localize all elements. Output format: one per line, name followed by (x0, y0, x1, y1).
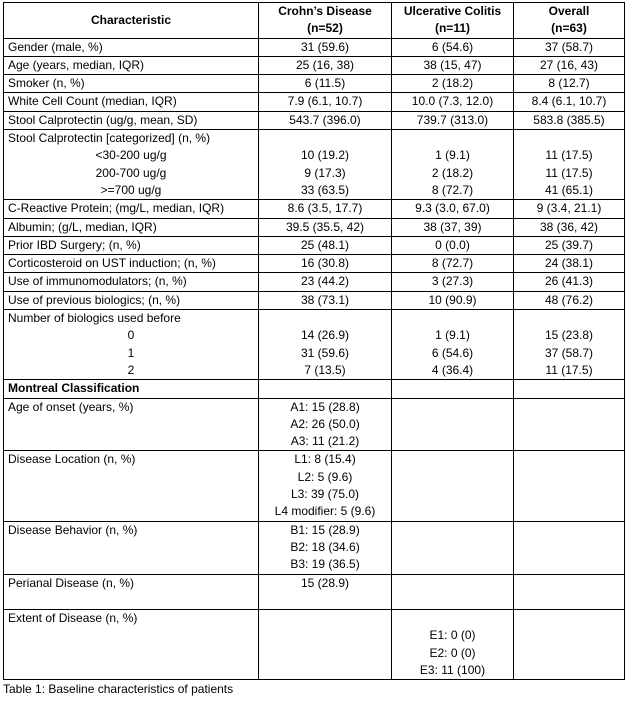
header-ulcerative-colitis (392, 3, 514, 39)
cell-cd: 6 (11.5) (259, 75, 392, 93)
cell-uc (392, 574, 514, 610)
cell-value: E2: 0 (0) (429, 645, 476, 660)
cell-overall (514, 398, 625, 451)
cell-cd: 38 (73.1) (259, 291, 392, 309)
cell-cd: 39.5 (35.5, 42) (259, 218, 392, 236)
cell-uc (392, 130, 514, 200)
header-crohns-n: (n=52) (307, 21, 343, 36)
cell-value: B2: 18 (34.6) (290, 539, 360, 554)
row-label (4, 130, 259, 200)
cell-value: 11 (17.5) (545, 148, 593, 163)
cell-uc: 2 (18.2) (392, 75, 514, 93)
cell-value: 7 (13.5) (304, 362, 346, 377)
characteristic-label: Albumin; (g/L, median, IQR) (8, 219, 157, 234)
header-crohns-disease (259, 3, 392, 39)
cell-overall: 48 (76.2) (514, 291, 625, 309)
cell-spacer (396, 310, 509, 327)
table-row (4, 236, 625, 254)
header-overall-title: Overall (548, 4, 590, 18)
cell-overall: 38 (36, 42) (514, 218, 625, 236)
cell-uc: 38 (15, 47) (392, 56, 514, 74)
cell-uc: 6 (54.6) (392, 38, 514, 56)
cell-value: 4 (36.4) (431, 362, 474, 377)
cell-value: A2: 26 (50.0) (290, 416, 360, 431)
characteristic-label: Age (years, median, IQR) (8, 57, 145, 72)
row-label (4, 200, 259, 218)
cell-overall (514, 610, 625, 680)
cell-cd (259, 398, 392, 451)
cell-overall: 37 (58.7) (514, 38, 625, 56)
sub-category-label: 1 (127, 345, 135, 360)
cell-uc (392, 451, 514, 521)
characteristic-label: Use of previous biologics; (n, %) (8, 292, 181, 307)
row-label (4, 291, 259, 309)
table-row (4, 610, 625, 680)
cell-uc: 8 (72.7) (392, 255, 514, 273)
cell-cd (259, 380, 392, 398)
cell-value: 1 (9.1) (435, 148, 470, 163)
characteristic-label: Extent of Disease (n, %) (8, 611, 138, 626)
cell-overall: 583.8 (385.5) (514, 111, 625, 129)
cell-spacer (518, 310, 620, 327)
row-label (4, 610, 259, 680)
cell-value: L1: 8 (15.4) (294, 452, 356, 467)
cell-spacer (396, 130, 509, 147)
row-label (4, 93, 259, 111)
cell-overall (514, 521, 625, 574)
table-row (4, 38, 625, 56)
table-row (4, 521, 625, 574)
baseline-characteristics-table (3, 2, 625, 680)
characteristic-label: Disease Location (n, %) (8, 452, 136, 467)
sub-category-label: >=700 ug/g (100, 182, 162, 197)
cell-value (396, 610, 509, 627)
table-row (4, 111, 625, 129)
characteristic-label: Smoker (n, %) (8, 76, 85, 91)
table-row (4, 291, 625, 309)
cell-value: 15 (23.8) (544, 328, 594, 343)
header-row (4, 3, 625, 39)
table-row (4, 574, 625, 610)
cell-overall: 25 (39.7) (514, 236, 625, 254)
row-label (4, 255, 259, 273)
section-heading: Montreal Classification (8, 381, 140, 396)
cell-uc (392, 380, 514, 398)
table-row (4, 93, 625, 111)
cell-cd (259, 610, 392, 680)
row-label (4, 236, 259, 254)
cell-value: B1: 15 (28.9) (290, 522, 360, 537)
cell-cd (259, 130, 392, 200)
table-row (4, 218, 625, 236)
cell-cd (259, 451, 392, 521)
cell-value: 1 (9.1) (435, 328, 470, 343)
table-row (4, 310, 625, 380)
table-caption: Table 1: Baseline characteristics of patients (3, 682, 234, 696)
characteristic-label: White Cell Count (median, IQR) (8, 94, 177, 109)
table-row (4, 200, 625, 218)
table-body (4, 38, 625, 680)
cell-uc: 739.7 (313.0) (392, 111, 514, 129)
header-characteristic: Characteristic (4, 3, 259, 39)
cell-value: 41 (65.1) (544, 182, 594, 197)
cell-overall: 9 (3.4, 21.1) (514, 200, 625, 218)
cell-spacer (518, 130, 620, 147)
cell-value (263, 592, 387, 609)
cell-value: 10 (19.2) (300, 148, 350, 163)
cell-uc (392, 310, 514, 380)
cell-value: 9 (17.3) (304, 165, 346, 180)
row-label (4, 398, 259, 451)
cell-uc (392, 521, 514, 574)
cell-value: 33 (63.5) (300, 182, 350, 197)
cell-overall (514, 130, 625, 200)
cell-cd: 7.9 (6.1, 10.7) (259, 93, 392, 111)
cell-cd: 543.7 (396.0) (259, 111, 392, 129)
cell-value: E3: 11 (100) (419, 662, 486, 677)
sub-category-label: 200-700 ug/g (95, 165, 167, 180)
cell-uc: 10 (90.9) (392, 291, 514, 309)
cell-overall: 24 (38.1) (514, 255, 625, 273)
sub-category-label: 0 (127, 328, 135, 343)
cell-value: 37 (58.7) (544, 345, 594, 360)
cell-cd (259, 574, 392, 610)
cell-spacer (263, 310, 387, 327)
cell-value: 11 (17.5) (545, 165, 593, 180)
cell-uc: 38 (37, 39) (392, 218, 514, 236)
cell-value: 8 (72.7) (431, 182, 474, 197)
header-uc-title: Ulcerative Colitis (403, 4, 502, 18)
cell-value: A3: 11 (21.2) (290, 434, 360, 449)
cell-uc (392, 610, 514, 680)
cell-overall: 27 (16, 43) (514, 56, 625, 74)
characteristic-label: Gender (male, %) (8, 39, 103, 54)
table-row (4, 451, 625, 521)
characteristic-label: Use of immunomodulators; (n, %) (8, 274, 187, 289)
header-crohns-title: Crohn’s Disease (278, 4, 372, 18)
cell-cd: 8.6 (3.5, 17.7) (259, 200, 392, 218)
row-label (4, 38, 259, 56)
row-label (4, 451, 259, 521)
cell-uc: 9.3 (3.0, 67.0) (392, 200, 514, 218)
characteristic-label: Number of biologics used before (8, 311, 181, 326)
cell-value: L4 modifier: 5 (9.6) (274, 504, 376, 519)
characteristic-label: Age of onset (years, %) (8, 399, 134, 414)
cell-cd: 25 (48.1) (259, 236, 392, 254)
cell-uc: 10.0 (7.3, 12.0) (392, 93, 514, 111)
row-label (4, 75, 259, 93)
cell-value: L3: 39 (75.0) (290, 487, 360, 502)
cell-cd (259, 310, 392, 380)
table-row (4, 380, 625, 398)
cell-overall (514, 310, 625, 380)
cell-value: 14 (26.9) (300, 328, 350, 343)
cell-value: 31 (59.6) (300, 345, 350, 360)
cell-value: E1: 0 (0) (429, 628, 476, 643)
cell-value: 6 (54.6) (431, 345, 474, 360)
table-row (4, 75, 625, 93)
sub-category-label: 2 (127, 362, 135, 377)
table-row (4, 255, 625, 273)
cell-overall (514, 574, 625, 610)
table-row (4, 56, 625, 74)
cell-value: 15 (28.9) (300, 575, 350, 590)
cell-uc (392, 398, 514, 451)
cell-cd: 25 (16, 38) (259, 56, 392, 74)
characteristic-label: Stool Calprotectin [categorized] (n, %) (8, 131, 211, 146)
row-label (4, 56, 259, 74)
cell-cd (259, 521, 392, 574)
characteristic-label: C-Reactive Protein; (mg/L, median, IQR) (8, 201, 225, 216)
table-row (4, 273, 625, 291)
row-label (4, 111, 259, 129)
header-uc-n: (n=11) (434, 21, 470, 36)
table-row (4, 130, 625, 200)
characteristic-label: Perianal Disease (n, %) (8, 575, 135, 590)
cell-uc: 0 (0.0) (392, 236, 514, 254)
cell-value: 2 (18.2) (431, 165, 474, 180)
cell-overall (514, 451, 625, 521)
characteristic-label: Corticosteroid on UST induction; (n, %) (8, 256, 216, 271)
cell-overall (514, 380, 625, 398)
cell-value: 11 (17.5) (545, 362, 593, 377)
cell-value: L2: 5 (9.6) (297, 469, 353, 484)
cell-value: A1: 15 (28.8) (290, 399, 360, 414)
row-label (4, 380, 259, 398)
cell-overall: 8.4 (6.1, 10.7) (514, 93, 625, 111)
cell-cd: 31 (59.6) (259, 38, 392, 56)
header-overall-n: (n=63) (551, 21, 587, 36)
characteristic-label: Disease Behavior (n, %) (8, 522, 138, 537)
header-overall (514, 3, 625, 39)
cell-cd: 16 (30.8) (259, 255, 392, 273)
row-label (4, 273, 259, 291)
sub-category-label: <30-200 ug/g (95, 148, 167, 163)
cell-overall: 26 (41.3) (514, 273, 625, 291)
row-label (4, 521, 259, 574)
row-label (4, 574, 259, 610)
cell-spacer (263, 130, 387, 147)
cell-value: B3: 19 (36.5) (290, 557, 360, 572)
table-row (4, 398, 625, 451)
characteristic-label: Stool Calprotectin (ug/g, mean, SD) (8, 112, 198, 127)
characteristic-label: Prior IBD Surgery; (n, %) (8, 237, 141, 252)
cell-overall: 8 (12.7) (514, 75, 625, 93)
row-label (4, 218, 259, 236)
cell-cd: 23 (44.2) (259, 273, 392, 291)
cell-uc: 3 (27.3) (392, 273, 514, 291)
row-label (4, 310, 259, 380)
